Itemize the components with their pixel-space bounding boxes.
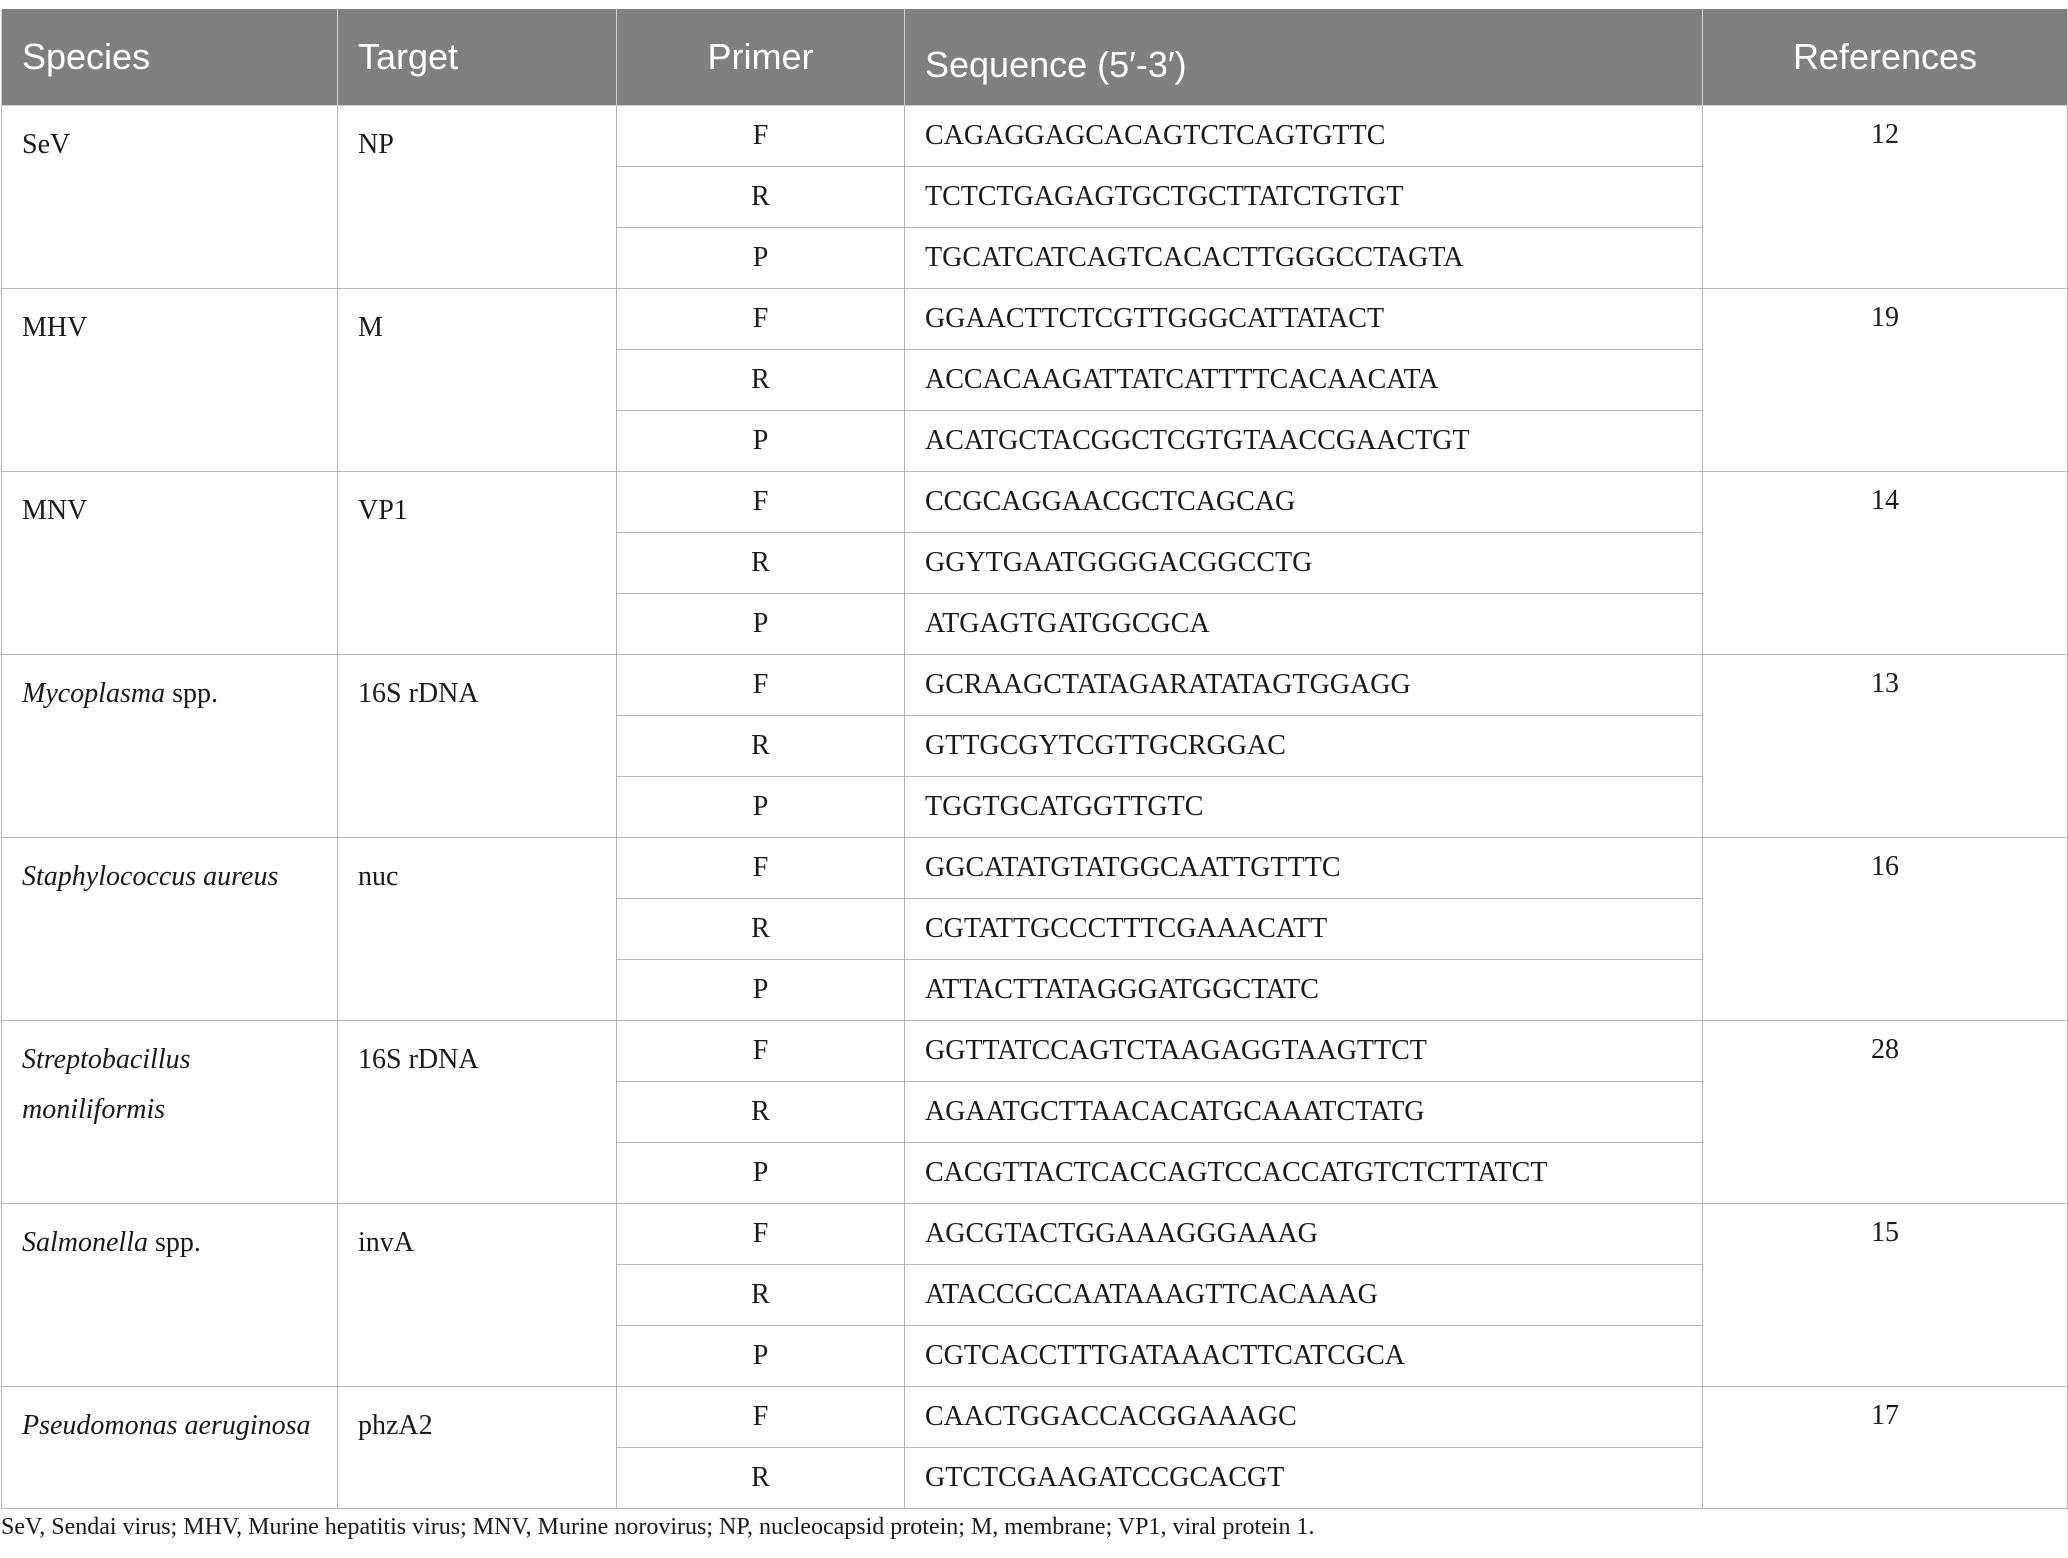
species-cell: [2, 838, 338, 1021]
species-plain-name: MNV: [22, 495, 88, 526]
sequence-cell: CACGTTACTCACCAGTCCACCATGTCTCTTATCT: [905, 1143, 1703, 1204]
primer-table: [1, 9, 2068, 1509]
primer-type-cell: F: [617, 289, 905, 350]
sequence-cell: ATACCGCCAATAAAGTTCACAAAG: [905, 1265, 1703, 1326]
species-italic-name: Staphylococcus aureus: [22, 861, 279, 892]
target-cell: invA: [338, 1204, 617, 1387]
primer-type-cell: F: [617, 1021, 905, 1082]
table-header: [2, 9, 2068, 106]
header-references: References: [1703, 9, 2068, 106]
header-row: [2, 9, 2068, 106]
reference-cell: 19: [1703, 289, 2068, 472]
table-row: [2, 289, 2068, 350]
primer-type-cell: F: [617, 655, 905, 716]
primer-type-cell: P: [617, 411, 905, 472]
species-cell: [2, 1387, 338, 1509]
species-cell: [2, 472, 338, 655]
target-cell: phzA2: [338, 1387, 617, 1509]
species-cell: [2, 289, 338, 472]
sequence-cell: AGAATGCTTAACACATGCAAATCTATG: [905, 1082, 1703, 1143]
sequence-cell: ATTACTTATAGGGATGGCTATC: [905, 960, 1703, 1021]
sequence-cell: AGCGTACTGGAAAGGGAAAG: [905, 1204, 1703, 1265]
sequence-cell: GGTTATCCAGTCTAAGAGGTAAGTTCT: [905, 1021, 1703, 1082]
primer-type-cell: R: [617, 1265, 905, 1326]
table-row: [2, 655, 2068, 716]
species-plain-name: MHV: [22, 312, 88, 343]
sequence-cell: TCTCTGAGAGTGCTGCTTATCTGTGT: [905, 167, 1703, 228]
table-body: [2, 106, 2068, 1509]
species-plain-name: spp.: [148, 1227, 201, 1258]
reference-cell: 15: [1703, 1204, 2068, 1387]
reference-cell: 12: [1703, 106, 2068, 289]
primer-type-cell: R: [617, 1448, 905, 1509]
target-cell: 16S rDNA: [338, 655, 617, 838]
table-row: [2, 472, 2068, 533]
sequence-cell: GGAACTTCTCGTTGGGCATTATACT: [905, 289, 1703, 350]
reference-cell: 14: [1703, 472, 2068, 655]
primer-type-cell: R: [617, 533, 905, 594]
primer-type-cell: R: [617, 899, 905, 960]
species-cell: [2, 1204, 338, 1387]
species-italic-name: Mycoplasma: [22, 678, 166, 709]
species-cell: [2, 655, 338, 838]
sequence-cell: ACCACAAGATTATCATTTTCACAACATA: [905, 350, 1703, 411]
target-cell: VP1: [338, 472, 617, 655]
target-cell: NP: [338, 106, 617, 289]
primer-type-cell: F: [617, 106, 905, 167]
target-cell: 16S rDNA: [338, 1021, 617, 1204]
header-target: Target: [338, 9, 617, 106]
primer-type-cell: F: [617, 1204, 905, 1265]
header-sequence: Sequence (5′-3′): [905, 9, 1703, 106]
sequence-cell: TGCATCATCAGTCACACTTGGGCCTAGTA: [905, 228, 1703, 289]
sequence-cell: CAGAGGAGCACAGTCTCAGTGTTC: [905, 106, 1703, 167]
species-cell: [2, 1021, 338, 1204]
primer-type-cell: P: [617, 594, 905, 655]
sequence-cell: GGCATATGTATGGCAATTGTTTC: [905, 838, 1703, 899]
table-row: [2, 838, 2068, 899]
primer-type-cell: P: [617, 228, 905, 289]
species-italic-name: Salmonella: [22, 1227, 148, 1258]
primer-type-cell: F: [617, 1387, 905, 1448]
primer-type-cell: P: [617, 960, 905, 1021]
target-cell: nuc: [338, 838, 617, 1021]
sequence-cell: CGTATTGCCCTTTCGAAACATT: [905, 899, 1703, 960]
sequence-cell: CCGCAGGAACGCTCAGCAG: [905, 472, 1703, 533]
species-cell: [2, 106, 338, 289]
sequence-cell: GTTGCGYTCGTTGCRGGAC: [905, 716, 1703, 777]
reference-cell: 13: [1703, 655, 2068, 838]
table-row: [2, 1204, 2068, 1265]
primer-type-cell: F: [617, 838, 905, 899]
table-row: [2, 106, 2068, 167]
sequence-cell: CGTCACCTTTGATAAACTTCATCGCA: [905, 1326, 1703, 1387]
header-primer: Primer: [617, 9, 905, 106]
reference-cell: 16: [1703, 838, 2068, 1021]
primer-type-cell: P: [617, 1143, 905, 1204]
primer-type-cell: R: [617, 167, 905, 228]
primer-type-cell: R: [617, 1082, 905, 1143]
sequence-cell: GTCTCGAAGATCCGCACGT: [905, 1448, 1703, 1509]
species-italic-name: Pseudomonas aeruginosa: [22, 1410, 311, 1441]
sequence-cell: TGGTGCATGGTTGTC: [905, 777, 1703, 838]
primer-type-cell: R: [617, 716, 905, 777]
reference-cell: 28: [1703, 1021, 2068, 1204]
sequence-cell: CAACTGGACCACGGAAAGC: [905, 1387, 1703, 1448]
reference-cell: 17: [1703, 1387, 2068, 1509]
primer-type-cell: R: [617, 350, 905, 411]
species-plain-name: spp.: [165, 678, 218, 709]
sequence-cell: GCRAAGCTATAGARATATAGTGGAGG: [905, 655, 1703, 716]
sequence-cell: ATGAGTGATGGCGCA: [905, 594, 1703, 655]
sequence-cell: GGYTGAATGGGGACGGCCTG: [905, 533, 1703, 594]
target-cell: M: [338, 289, 617, 472]
primer-type-cell: P: [617, 1326, 905, 1387]
table-row: [2, 1387, 2068, 1448]
table-row: [2, 1021, 2068, 1082]
table-footnote: SeV, Sendai virus; MHV, Murine hepatitis virus; MNV, Murine norovirus; NP, nucleocapsid protein; M, membrane; VP1, viral protein 1.: [1, 1514, 1315, 1540]
sequence-cell: ACATGCTACGGCTCGTGTAACCGAACTGT: [905, 411, 1703, 472]
primer-type-cell: P: [617, 777, 905, 838]
primer-type-cell: F: [617, 472, 905, 533]
header-species: Species: [2, 9, 338, 106]
species-italic-name: Streptobacillus moniliformis: [22, 1044, 191, 1125]
species-plain-name: SeV: [22, 129, 71, 160]
